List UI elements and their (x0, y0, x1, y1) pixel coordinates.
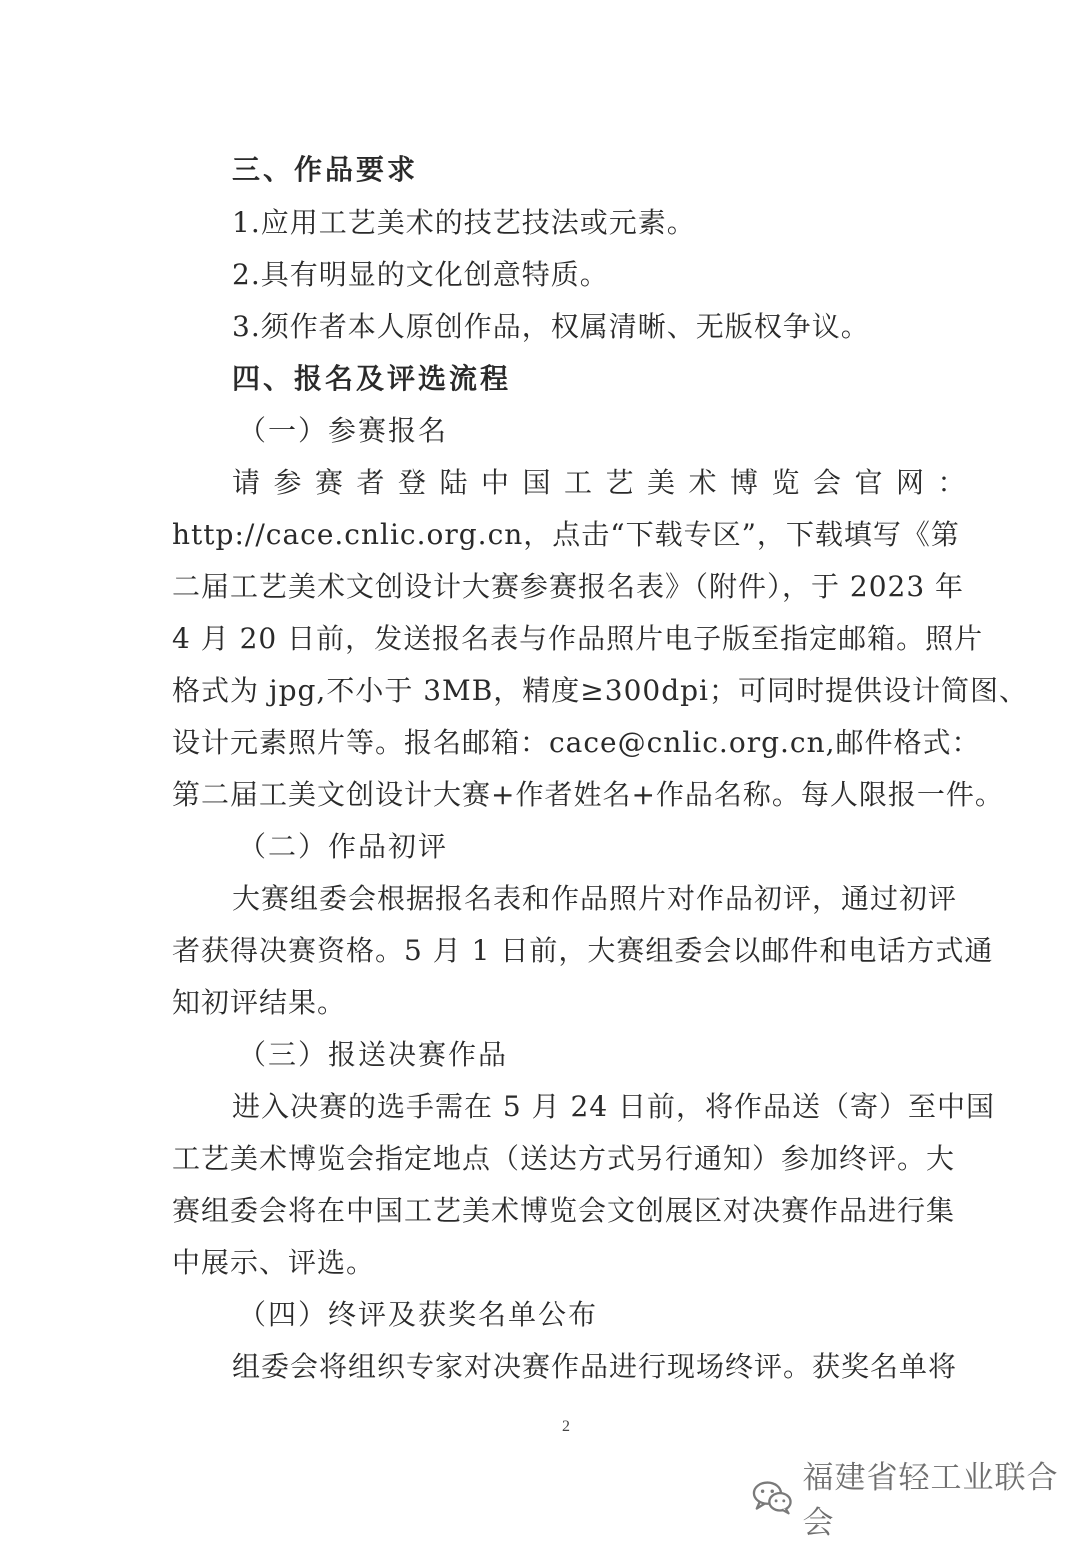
subsection-heading-final-submission: （三）报送决赛作品 (238, 1038, 509, 1071)
section-heading-registration: 四、报名及评选流程 (232, 362, 512, 395)
paragraph-line: 请参赛者登陆中国工艺美术博览会官网： (232, 466, 980, 499)
requirement-item-2: 2.具有明显的文化创意特质。 (232, 258, 609, 291)
paragraph-line: 大赛组委会根据报名表和作品照片对作品初评，通过初评 (232, 882, 958, 915)
paragraph-line: 第二届工美文创设计大赛+作者姓名+作品名称。每人限报一件。 (172, 778, 1004, 811)
paragraph-line: http://cace.cnlic.org.cn，点击“下载专区”，下载填写《第 (172, 518, 960, 551)
requirement-item-1: 1.应用工艺美术的技艺技法或元素。 (232, 206, 696, 239)
paragraph-line: 工艺美术博览会指定地点（送达方式另行通知）参加终评。大 (172, 1142, 956, 1175)
paragraph-line: 者获得决赛资格。5 月 1 日前，大赛组委会以邮件和电话方式通 (172, 934, 994, 967)
section-heading-work-requirements: 三、作品要求 (232, 153, 419, 186)
paragraph-line: 赛组委会将在中国工艺美术博览会文创展区对决赛作品进行集 (172, 1194, 956, 1227)
subsection-heading-final-review: （四）终评及获奖名单公布 (238, 1298, 599, 1331)
paragraph-line: 组委会将组织专家对决赛作品进行现场终评。获奖名单将 (232, 1350, 958, 1383)
subsection-heading-preliminary: （二）作品初评 (238, 830, 449, 863)
paragraph-line: 设计元素照片等。报名邮箱：cace@cnlic.org.cn,邮件格式： (172, 726, 981, 759)
watermark (752, 1452, 1080, 1542)
paragraph-line: 进入决赛的选手需在 5 月 24 日前，将作品送（寄）至中国 (232, 1090, 996, 1123)
paragraph-line: 4 月 20 日前，发送报名表与作品照片电子版至指定邮箱。照片 (172, 622, 984, 655)
wechat-icon (752, 1479, 792, 1515)
watermark-text: 福建省轻工业联合会 (802, 1460, 1059, 1541)
paragraph-line: 格式为 jpg,不小于 3MB，精度≥300dpi；可同时提供设计简图、 (172, 674, 1029, 707)
page-number: 2 (562, 1418, 570, 1435)
paragraph-line: 二届工艺美术文创设计大赛参赛报名表》（附件），于 2023 年 (172, 570, 965, 603)
subsection-heading-registration: （一）参赛报名 (238, 414, 449, 447)
paragraph-line: 中展示、评选。 (172, 1246, 376, 1279)
requirement-item-3: 3.须作者本人原创作品，权属清晰、无版权争议。 (232, 310, 870, 343)
paragraph-line: 知初评结果。 (172, 986, 347, 1019)
